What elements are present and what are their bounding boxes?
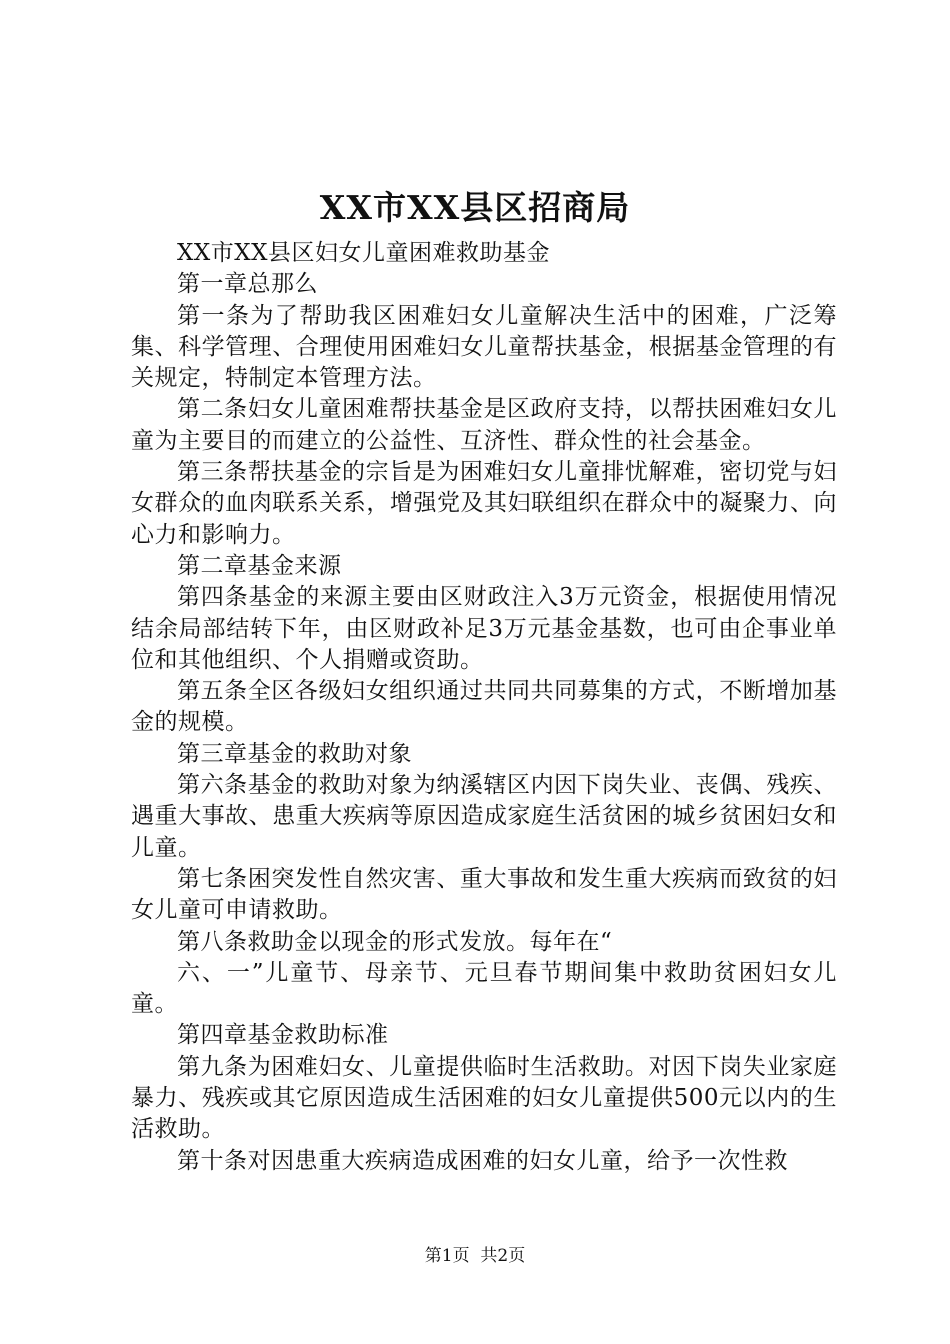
article-paragraph: 第三条帮扶基金的宗旨是为困难妇女儿童排忧解难，密切党与妇女群众的血肉联系关系，增强党及其妇联组织在群众中的凝聚力、向心力和影响力。	[131, 459, 837, 548]
page-title: XX市XX县区招商局	[319, 188, 631, 227]
fund-name-line: XX市XX县区妇女儿童困难救助基金	[177, 240, 550, 266]
page-number: 第1页	[424, 1246, 470, 1266]
article-paragraph: 第四条基金的来源主要由区财政注入3万元资金，根据使用情况结余局部结转下年，由区财政补足3万元基金基数，也可由企事业单位和其他组织、个人捐赠或资助。	[131, 584, 837, 673]
chapter-heading: 第三章基金的救助对象	[177, 740, 412, 767]
article-paragraph: 第六条基金的救助对象为纳溪辖区内因下岗失业、丧偶、残疾、遇重大事故、患重大疾病等原因造成家庭生活贫困的城乡贫困妇女和儿童。	[131, 772, 837, 861]
article-paragraph: 第五条全区各级妇女组织通过共同共同募集的方式，不断增加基金的规模。	[131, 678, 837, 736]
page-total: 共2页	[480, 1246, 526, 1266]
article-paragraph: 第一条为了帮助我区困难妇女儿童解决生活中的困难，广泛筹集、科学管理、合理使用困难妇女儿童帮扶基金，根据基金管理的有关规定，特制定本管理方法。	[131, 302, 837, 392]
article-paragraph: 第九条为困难妇女、儿童提供临时生活救助。对因下岗失业家庭暴力、残疾或其它原因造成生活困难的妇女儿童提供500元以内的生活救助。	[131, 1053, 837, 1143]
document-body	[131, 238, 837, 1177]
article-paragraph: 第十条对因患重大疾病造成困难的妇女儿童，给予一次性救	[177, 1147, 788, 1174]
chapter-heading: 第一章总那么	[177, 271, 318, 298]
article-paragraph: 第二条妇女儿童困难帮扶基金是区政府支持，以帮扶困难妇女儿童为主要目的而建立的公益性、互济性、群众性的社会基金。	[131, 396, 837, 454]
chapter-heading: 第四章基金救助标准	[177, 1022, 389, 1049]
article-paragraph: 六、一”儿童节、母亲节、元旦春节期间集中救助贫困妇女儿童。	[131, 959, 837, 1018]
article-paragraph: 第八条救助金以现金的形式发放。每年在“	[177, 928, 613, 955]
page-footer	[0, 1245, 950, 1267]
chapter-heading: 第二章基金来源	[177, 552, 342, 579]
article-paragraph: 第七条困突发性自然灾害、重大事故和发生重大疾病而致贫的妇女儿童可申请救助。	[131, 865, 837, 924]
footer-spacer	[470, 1246, 481, 1266]
